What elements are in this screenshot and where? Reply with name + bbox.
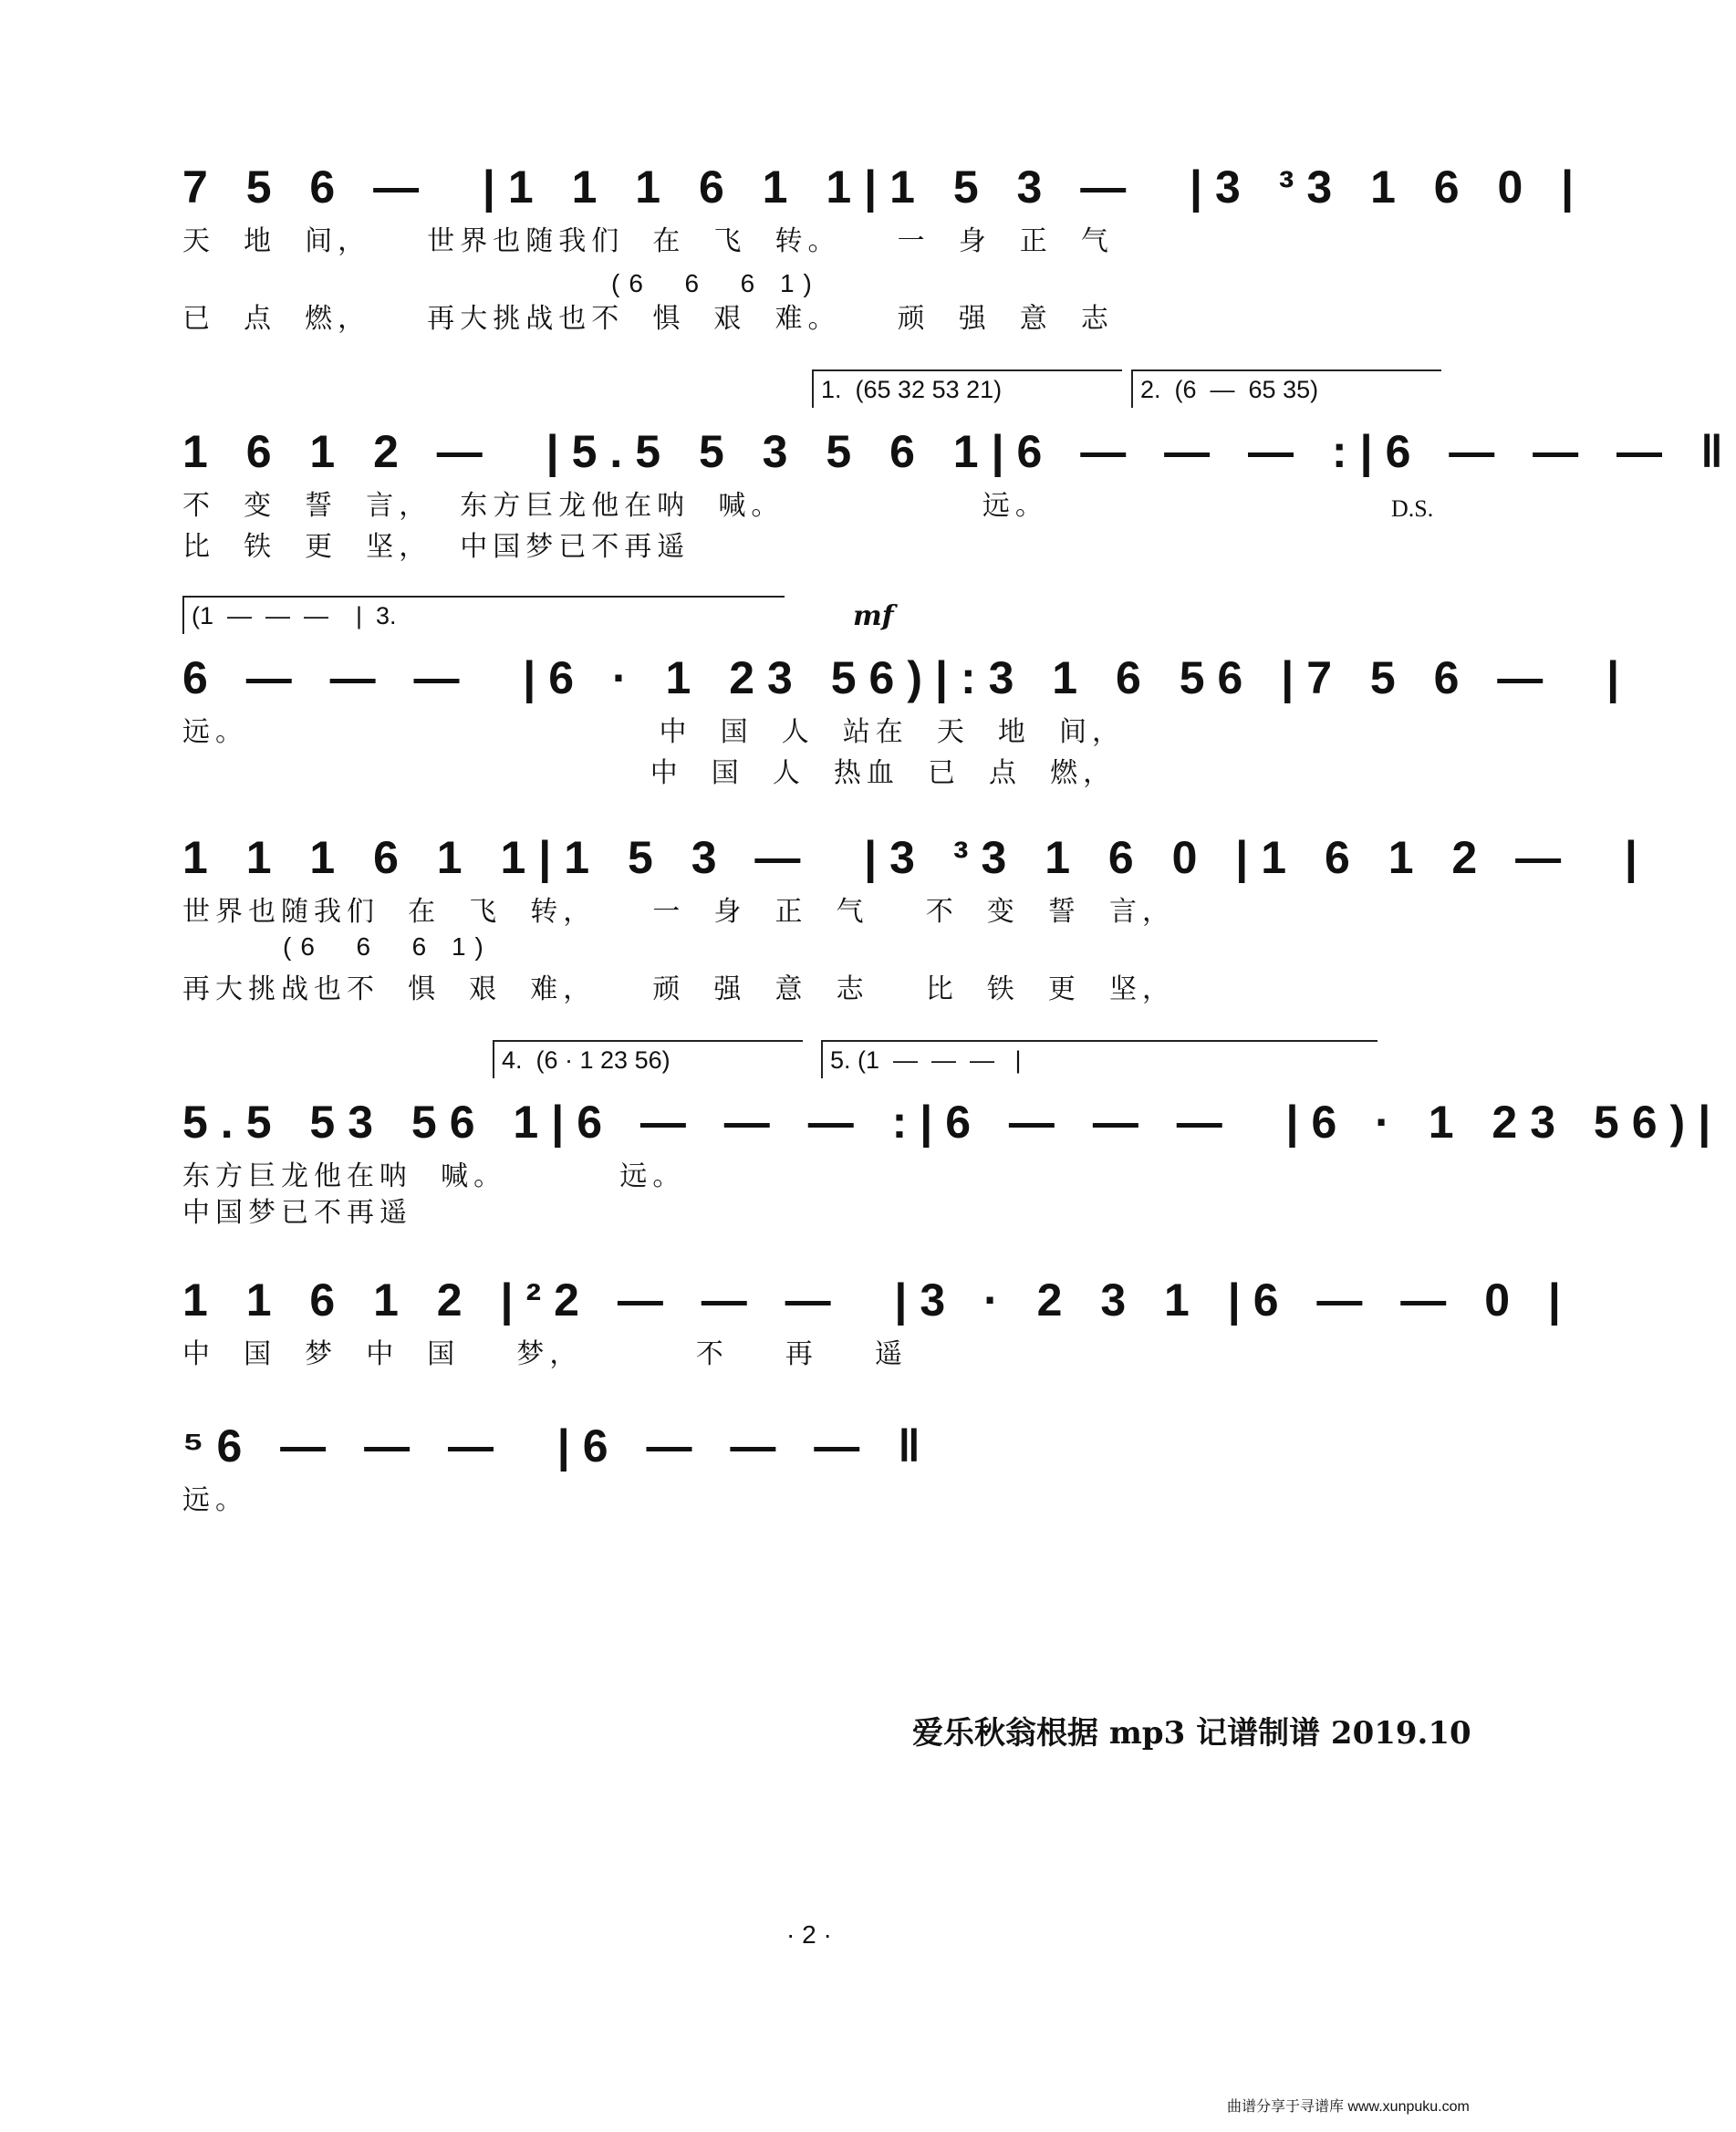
- lyric-verse-2: 再大挑战也不 惧 艰 难， 顽 强 意 志 比 铁 更 坚，: [182, 973, 1175, 1005]
- lyric-verse-2: 中国梦已不再遥: [182, 1197, 412, 1229]
- volta-2: 2. (6 — 65 35): [1131, 369, 1441, 408]
- lyric-verse-2: 比 铁 更 坚， 中国梦已不再遥: [182, 531, 691, 563]
- lyric-verse-2: 中 国 人 热血 已 点 燃，: [182, 757, 1117, 789]
- lyric-verse-1: 中 国 梦 中 国 梦， 不 再 遥: [182, 1338, 909, 1370]
- volta-3: (1 — — — | 3.: [182, 596, 785, 634]
- notation-line: 6 — — — |6 · 1 23 56)|:3 1 6 56 |7 5 6 — |: [182, 652, 1633, 703]
- notation-line: 1 1 6 1 2 |²2 — — — |3 · 2 3 1 |6 — — 0 |: [182, 1274, 1574, 1326]
- notation-line: 7 5 6 — |1 1 1 6 1 1|1 5 3 — |3 ³3 1 6 0 |: [182, 161, 1587, 213]
- lyric-verse-1: 世界也随我们 在 飞 转， 一 身 正 气 不 变 誓 言，: [182, 896, 1175, 928]
- volta-1: 1. (65 32 53 21): [812, 369, 1122, 408]
- lyric-verse-1: 东方巨龙他在呐 喊。 远。: [182, 1160, 686, 1192]
- lyric-verse-1: 不 变 誓 言， 东方巨龙他在呐 喊。 远。: [182, 490, 1048, 522]
- lyric-verse-1: 远。: [182, 1484, 248, 1516]
- notation-line: ⁵6 — — — |6 — — — ‖: [182, 1420, 933, 1472]
- volta-5: 5. (1 — — — |: [821, 1040, 1377, 1078]
- lyric-verse-1: 远。 中 国 人 站在 天 地 间，: [182, 716, 1125, 748]
- alt-notes: (6 6 6 1): [283, 932, 493, 961]
- dynamic-marking: mf: [853, 600, 894, 632]
- volta-4: 4. (6 · 1 23 56): [493, 1040, 803, 1078]
- ds-marking: D.S.: [1391, 495, 1434, 522]
- lyric-verse-1: 天 地 间， 世界也随我们 在 飞 转。 一 身 正 气: [182, 225, 1114, 257]
- notation-line: 1 1 1 6 1 1|1 5 3 — |3 ³3 1 6 0 |1 6 1 2 — |: [182, 832, 1650, 883]
- transcriber-credit: 爱乐秋翁根据 mp3 记谱制谱 2019.10: [912, 1715, 1471, 1752]
- lyric-verse-2: 已 点 燃， 再大挑战也不 惧 艰 难。 顽 强 意 志: [182, 303, 1114, 335]
- notation-line: 1 6 1 2 — |5.5 5 3 5 6 1|6 — — — :|6 — — — ‖: [182, 426, 1736, 477]
- watermark-text: 曲谱分享于寻谱库 www.xunpuku.com: [1227, 2099, 1470, 2115]
- notation-line: 5.5 53 56 1|6 — — — :|6 — — — |6 · 1 23 56)|: [182, 1097, 1724, 1148]
- page-number: · 2 ·: [786, 1920, 832, 1949]
- alt-notes: (6 6 6 1): [611, 269, 821, 297]
